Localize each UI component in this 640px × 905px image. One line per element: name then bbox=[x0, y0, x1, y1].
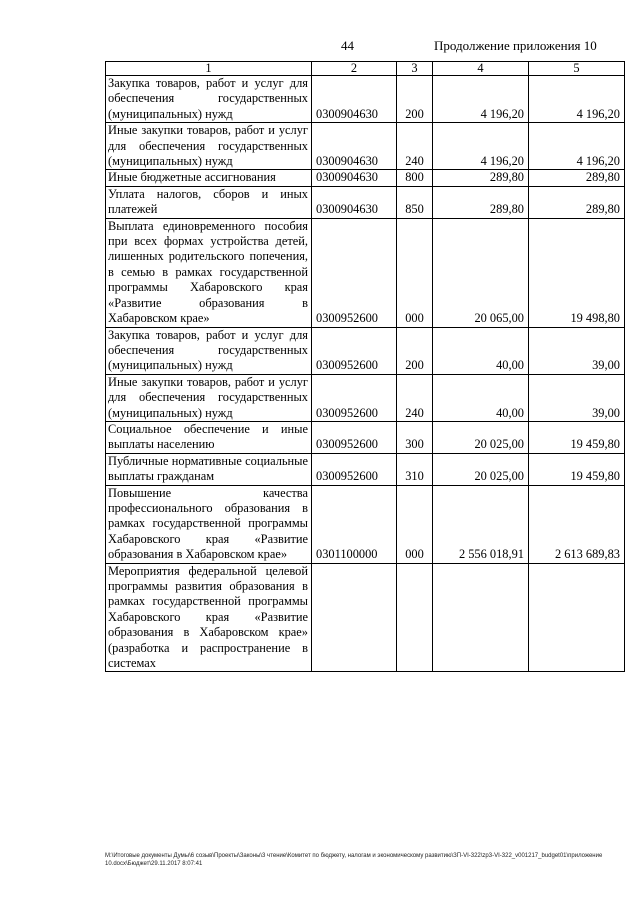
table-row bbox=[106, 563, 625, 672]
table-row bbox=[106, 218, 625, 327]
table-row bbox=[106, 76, 625, 123]
amount-year1-cell: 40,00 bbox=[433, 374, 529, 421]
amount-year2-cell: 19 459,80 bbox=[529, 421, 625, 453]
table-row bbox=[106, 453, 625, 485]
document-path-footer: M:\Итоговые документы Думы\6 созыв\Проекты\Законы\3 чтение\Комитет по бюджету, налогам и экономическому развитию\ЗП-VI-322\zp3-VI-322_v001217_budget01\приложение 10.docx\Бюджет\29.11.2017 8:07:41 bbox=[105, 853, 603, 867]
table-row bbox=[106, 170, 625, 186]
amount-year2-cell: 289,80 bbox=[529, 186, 625, 218]
column-header: 3 bbox=[397, 62, 433, 76]
page-number: 44 bbox=[341, 38, 354, 53]
table-row bbox=[106, 186, 625, 218]
amount-year2-cell: 4 196,20 bbox=[529, 123, 625, 170]
expense-type-cell: 200 bbox=[397, 76, 433, 123]
table-row bbox=[106, 123, 625, 170]
target-code-cell: 0301100000 bbox=[312, 485, 397, 563]
table-row bbox=[106, 327, 625, 374]
amount-year2-cell: 2 613 689,83 bbox=[529, 485, 625, 563]
amount-year1-cell: 20 065,00 bbox=[433, 218, 529, 327]
target-code-cell: 0300952600 bbox=[312, 327, 397, 374]
amount-year1-cell: 289,80 bbox=[433, 170, 529, 186]
expense-type-cell: 310 bbox=[397, 453, 433, 485]
expense-type-cell: 000 bbox=[397, 485, 433, 563]
column-header: 4 bbox=[433, 62, 529, 76]
row-name-cell: Повышение качества профессионального образования в рамках государственной программы Хабаровского края «Развитие образования в Хабаровском крае» bbox=[106, 485, 312, 563]
expense-type-cell bbox=[397, 563, 433, 672]
amount-year2-cell: 19 459,80 bbox=[529, 453, 625, 485]
row-name-cell: Иные закупки товаров, работ и услуг для обеспечения государственных (муниципальных) нужд bbox=[106, 374, 312, 421]
amount-year2-cell: 4 196,20 bbox=[529, 76, 625, 123]
expense-type-cell: 240 bbox=[397, 123, 433, 170]
row-name-cell: Закупка товаров, работ и услуг для обеспечения государственных (муниципальных) нужд bbox=[106, 327, 312, 374]
amount-year1-cell: 289,80 bbox=[433, 186, 529, 218]
column-header: 1 bbox=[106, 62, 312, 76]
amount-year2-cell: 39,00 bbox=[529, 374, 625, 421]
column-header: 2 bbox=[312, 62, 397, 76]
row-name-cell: Уплата налогов, сборов и иных платежей bbox=[106, 186, 312, 218]
target-code-cell: 0300952600 bbox=[312, 218, 397, 327]
amount-year1-cell: 40,00 bbox=[433, 327, 529, 374]
continuation-heading: Продолжение приложения 10 bbox=[434, 38, 597, 53]
target-code-cell: 0300904630 bbox=[312, 123, 397, 170]
target-code-cell bbox=[312, 563, 397, 672]
expense-type-cell: 850 bbox=[397, 186, 433, 218]
amount-year2-cell: 19 498,80 bbox=[529, 218, 625, 327]
table-row bbox=[106, 485, 625, 563]
target-code-cell: 0300952600 bbox=[312, 421, 397, 453]
row-name-cell: Выплата единовременного пособия при всех формах устройства детей, лишенных родительского попечения, в семью в рамках государственной программы Хабаровского края «Развитие образования в Хабаровском крае» bbox=[106, 218, 312, 327]
target-code-cell: 0300952600 bbox=[312, 453, 397, 485]
amount-year1-cell: 2 556 018,91 bbox=[433, 485, 529, 563]
target-code-cell: 0300904630 bbox=[312, 76, 397, 123]
amount-year1-cell: 4 196,20 bbox=[433, 76, 529, 123]
amount-year1-cell: 4 196,20 bbox=[433, 123, 529, 170]
amount-year1-cell bbox=[433, 563, 529, 672]
row-name-cell: Закупка товаров, работ и услуг для обеспечения государственных (муниципальных) нужд bbox=[106, 76, 312, 123]
row-name-cell: Социальное обеспечение и иные выплаты населению bbox=[106, 421, 312, 453]
row-name-cell: Иные бюджетные ассигнования bbox=[106, 170, 312, 186]
amount-year1-cell: 20 025,00 bbox=[433, 453, 529, 485]
expense-type-cell: 200 bbox=[397, 327, 433, 374]
row-name-cell: Публичные нормативные социальные выплаты гражданам bbox=[106, 453, 312, 485]
amount-year2-cell: 39,00 bbox=[529, 327, 625, 374]
row-name-cell: Мероприятия федеральной целевой программы развития образования в рамках государственной программы Хабаровского края «Развитие образования в Хабаровском крае» (разработка и распространение в системах bbox=[106, 563, 312, 672]
target-code-cell: 0300904630 bbox=[312, 186, 397, 218]
table-row bbox=[106, 421, 625, 453]
table-row bbox=[106, 374, 625, 421]
column-header: 5 bbox=[529, 62, 625, 76]
amount-year1-cell: 20 025,00 bbox=[433, 421, 529, 453]
target-code-cell: 0300952600 bbox=[312, 374, 397, 421]
amount-year2-cell bbox=[529, 563, 625, 672]
expense-type-cell: 300 bbox=[397, 421, 433, 453]
expense-type-cell: 000 bbox=[397, 218, 433, 327]
expense-type-cell: 240 bbox=[397, 374, 433, 421]
row-name-cell: Иные закупки товаров, работ и услуг для обеспечения государственных (муниципальных) нужд bbox=[106, 123, 312, 170]
expense-type-cell: 800 bbox=[397, 170, 433, 186]
target-code-cell: 0300904630 bbox=[312, 170, 397, 186]
amount-year2-cell: 289,80 bbox=[529, 170, 625, 186]
table-header-row bbox=[106, 62, 625, 76]
budget-table bbox=[105, 61, 625, 672]
